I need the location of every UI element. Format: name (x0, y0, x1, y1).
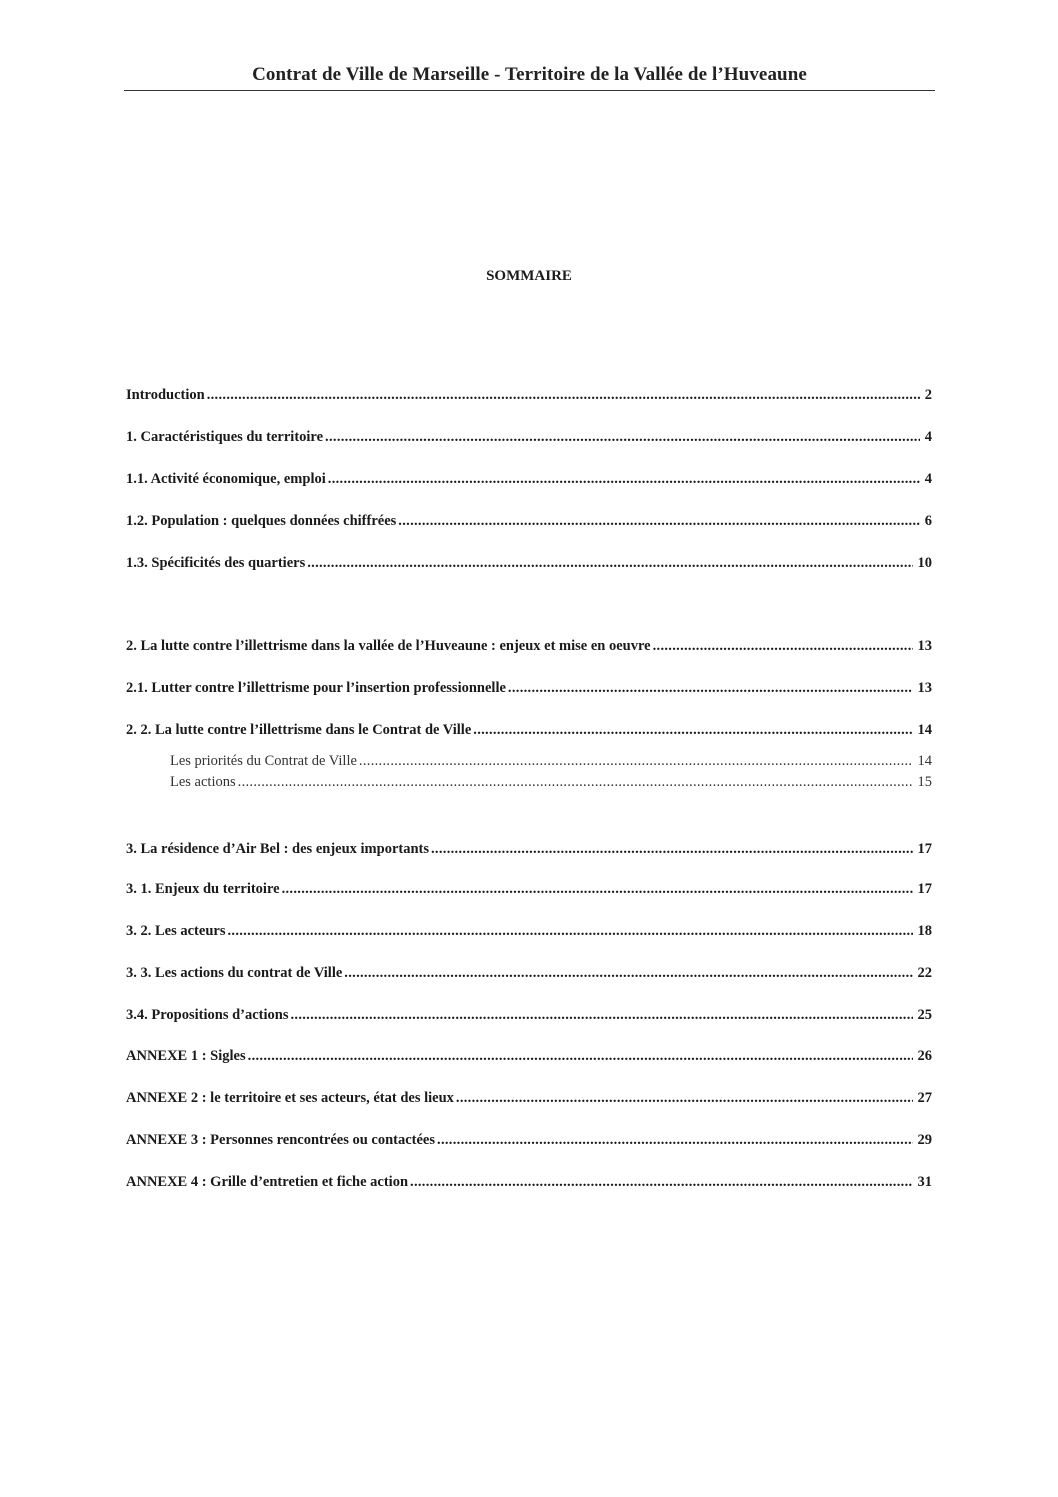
toc-entry-section-3[interactable] (126, 840, 932, 858)
toc-leader-dots (398, 512, 919, 530)
toc-leader-dots (238, 773, 913, 791)
toc-entry-label: 3. 2. Les acteurs (126, 923, 226, 939)
running-header: Contrat de Ville de Marseille - Territoire de la Vallée de l’Huveaune (252, 64, 807, 85)
toc-entry-section-3-1[interactable] (126, 880, 932, 898)
toc-entry-priorites[interactable] (170, 752, 932, 770)
toc-entry-label: 1.1. Activité économique, emploi (126, 471, 326, 487)
toc-leader-dots (227, 922, 912, 940)
toc-entry-section-3-4[interactable] (126, 1006, 932, 1024)
toc-entry-page: 25 (917, 1007, 932, 1023)
toc-entry-page: 17 (917, 881, 932, 897)
toc-entry-label: ANNEXE 4 : Grille d’entretien et fiche action (126, 1174, 409, 1190)
toc-leader-dots (653, 637, 913, 655)
toc-entry-label: 1. Caractéristiques du territoire (126, 429, 324, 445)
toc-entry-label: 2.1. Lutter contre l’illettrisme pour l’insertion professionnelle (126, 680, 506, 696)
toc-entry-page: 13 (917, 680, 932, 696)
toc-leader-dots (508, 679, 913, 697)
toc-entry-label: 3.4. Propositions d’actions (126, 1007, 289, 1023)
toc-leader-dots (456, 1089, 913, 1107)
toc-entry-label: ANNEXE 2 : le territoire et ses acteurs, état des lieux (126, 1090, 454, 1106)
toc-leader-dots (359, 752, 913, 770)
sommaire-title: SOMMAIRE (486, 268, 572, 284)
toc-entry-label: Introduction (126, 387, 205, 403)
toc-entry-section-1-3[interactable] (126, 554, 932, 572)
toc-entry-label: Les priorités du Contrat de Ville (170, 753, 357, 769)
toc-entry-page: 17 (917, 841, 932, 857)
toc-entry-page: 15 (917, 774, 932, 790)
toc-leader-dots (437, 1131, 912, 1149)
toc-leader-dots (431, 840, 913, 858)
toc-entry-page: 18 (917, 923, 932, 939)
toc-leader-dots (207, 386, 920, 404)
table-of-contents (126, 0, 932, 1497)
toc-entry-page: 31 (917, 1174, 932, 1190)
toc-leader-dots (307, 554, 912, 572)
toc-entry-introduction[interactable] (126, 386, 932, 404)
toc-entry-page: 26 (917, 1048, 932, 1064)
toc-entry-annexe-3[interactable] (126, 1131, 932, 1149)
toc-entry-page: 10 (917, 555, 932, 571)
toc-entry-label: ANNEXE 3 : Personnes rencontrées ou contactées (126, 1132, 436, 1148)
toc-entry-label: 2. La lutte contre l’illettrisme dans la vallée de l’Huveaune : enjeux et mise en oeuvre (126, 638, 651, 654)
toc-entry-label: ANNEXE 1 : Sigles (126, 1048, 246, 1064)
toc-entry-page: 6 (924, 513, 932, 529)
toc-leader-dots (290, 1006, 912, 1024)
toc-entry-page: 29 (917, 1132, 932, 1148)
toc-leader-dots (344, 964, 912, 982)
toc-leader-dots (328, 470, 920, 488)
toc-entry-page: 27 (917, 1090, 932, 1106)
toc-entry-section-2-1[interactable] (126, 679, 932, 697)
toc-entry-label: 1.3. Spécificités des quartiers (126, 555, 306, 571)
toc-entry-section-3-2[interactable] (126, 922, 932, 940)
toc-leader-dots (282, 880, 913, 898)
toc-entry-label: 3. 1. Enjeux du territoire (126, 881, 280, 897)
toc-entry-annexe-2[interactable] (126, 1089, 932, 1107)
toc-entry-page: 4 (924, 471, 932, 487)
toc-entry-page: 2 (924, 387, 932, 403)
toc-entry-label: Les actions (170, 774, 236, 790)
toc-entry-section-2[interactable] (126, 637, 932, 655)
toc-entry-label: 2. 2. La lutte contre l’illettrisme dans le Contrat de Ville (126, 722, 472, 738)
toc-entry-section-1[interactable] (126, 428, 932, 446)
toc-entry-section-2-2[interactable] (126, 721, 932, 739)
toc-entry-annexe-4[interactable] (126, 1173, 932, 1191)
toc-entry-page: 14 (917, 753, 932, 769)
toc-leader-dots (410, 1173, 912, 1191)
toc-entry-page: 13 (917, 638, 932, 654)
toc-entry-section-3-3[interactable] (126, 964, 932, 982)
toc-entry-actions[interactable] (170, 773, 932, 791)
toc-entry-section-1-2[interactable] (126, 512, 932, 530)
toc-leader-dots (248, 1047, 913, 1065)
toc-entry-label: 3. 3. Les actions du contrat de Ville (126, 965, 343, 981)
toc-leader-dots (473, 721, 912, 739)
toc-entry-annexe-1[interactable] (126, 1047, 932, 1065)
toc-entry-page: 14 (917, 722, 932, 738)
toc-entry-label: 1.2. Population : quelques données chiffrées (126, 513, 397, 529)
toc-entry-page: 4 (924, 429, 932, 445)
toc-entry-label: 3. La résidence d’Air Bel : des enjeux importants (126, 841, 429, 857)
toc-leader-dots (325, 428, 920, 446)
toc-entry-page: 22 (917, 965, 932, 981)
toc-entry-section-1-1[interactable] (126, 470, 932, 488)
